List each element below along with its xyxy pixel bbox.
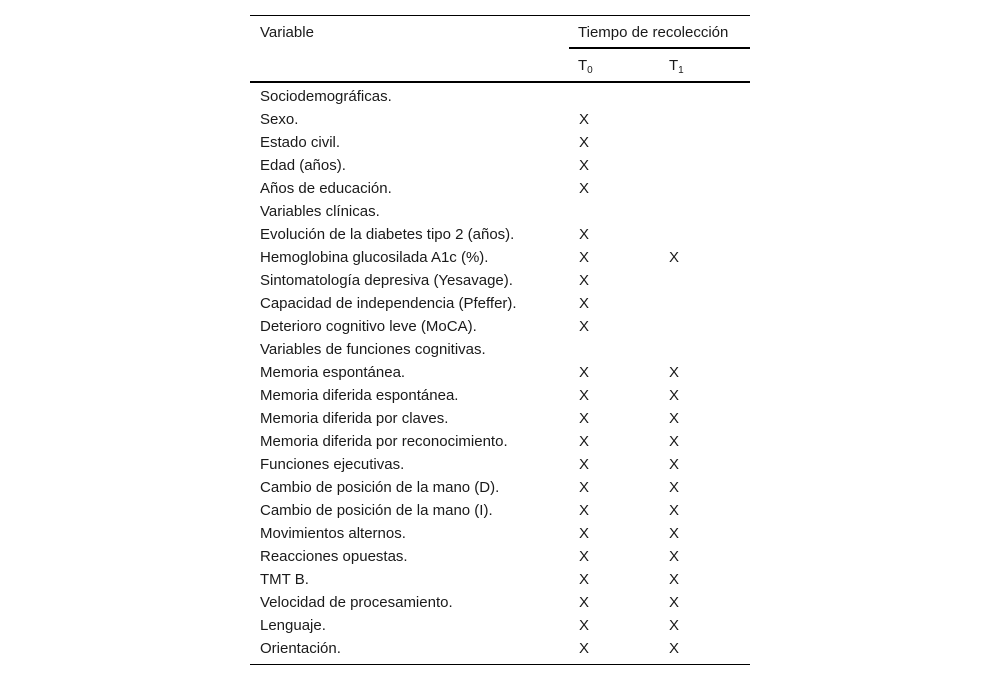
table-row — [250, 545, 750, 568]
row-t0-mark: X — [579, 387, 590, 404]
table-row — [250, 637, 750, 660]
row-t0-mark: X — [579, 640, 590, 657]
row-t1-mark: X — [669, 479, 680, 496]
row-t1-mark: X — [669, 548, 680, 565]
table-row — [250, 614, 750, 637]
row-variable-name: Estado civil. — [260, 134, 341, 151]
row-t0-mark: X — [579, 617, 590, 634]
row-t1-mark: X — [669, 617, 680, 634]
row-t0-mark: X — [579, 295, 590, 312]
table-row — [250, 315, 750, 338]
row-t0-mark: X — [579, 594, 590, 611]
row-variable-name: Lenguaje. — [260, 617, 326, 634]
table-row — [250, 200, 750, 223]
row-variable-name: Edad (años). — [260, 157, 346, 174]
table-row — [250, 384, 750, 407]
row-variable-name: Años de educación. — [260, 180, 392, 197]
row-variable-name: Funciones ejecutivas. — [260, 456, 405, 473]
row-t0-mark: X — [579, 548, 590, 565]
table-body — [250, 83, 750, 664]
table-row — [250, 131, 750, 154]
row-t1-mark: X — [669, 456, 680, 473]
table-row — [250, 108, 750, 131]
table-row — [250, 154, 750, 177]
row-t0-mark: X — [579, 180, 590, 197]
row-t0-mark: X — [579, 272, 590, 289]
row-t0-mark: X — [579, 318, 590, 335]
row-t1-mark: X — [669, 525, 680, 542]
row-variable-name: Sociodemográficas. — [260, 88, 392, 105]
row-t1-mark: X — [669, 433, 680, 450]
row-variable-name: Deterioro cognitivo leve (MoCA). — [260, 318, 477, 335]
row-t0-mark: X — [579, 571, 590, 588]
row-variable-name: Memoria diferida espontánea. — [260, 387, 459, 404]
row-t1-mark: X — [669, 571, 680, 588]
row-variable-name: TMT B. — [260, 571, 309, 588]
row-t0-mark: X — [579, 456, 590, 473]
table-row — [250, 499, 750, 522]
row-t1-mark: X — [669, 364, 680, 381]
row-t1-mark: X — [669, 640, 680, 657]
row-t0-mark: X — [579, 433, 590, 450]
row-variable-name: Cambio de posición de la mano (I). — [260, 502, 493, 519]
row-variable-name: Variables clínicas. — [260, 203, 380, 220]
table-row — [250, 246, 750, 269]
row-t1-mark: X — [669, 387, 680, 404]
table-row — [250, 522, 750, 545]
row-variable-name: Hemoglobina glucosilada A1c (%). — [260, 249, 489, 266]
row-variable-name: Sexo. — [260, 111, 299, 128]
row-variable-name: Velocidad de procesamiento. — [260, 594, 453, 611]
row-t0-mark: X — [579, 364, 590, 381]
row-variable-name: Orientación. — [260, 640, 341, 657]
header-group-divider — [569, 47, 750, 49]
row-t1-mark: X — [669, 502, 680, 519]
variable-column-header: Variable — [260, 24, 314, 41]
row-t1-mark: X — [669, 594, 680, 611]
table-row — [250, 476, 750, 499]
row-variable-name: Movimientos alternos. — [260, 525, 406, 542]
row-t0-mark: X — [579, 134, 590, 151]
table-row — [250, 430, 750, 453]
row-variable-name: Reacciones opuestas. — [260, 548, 408, 565]
row-t1-mark: X — [669, 410, 680, 427]
row-variable-name: Memoria espontánea. — [260, 364, 406, 381]
table-row — [250, 85, 750, 108]
row-t0-mark: X — [579, 479, 590, 496]
row-variable-name: Capacidad de independencia (Pfeffer). — [260, 295, 517, 312]
collection-time-header: Tiempo de recolección — [578, 24, 729, 41]
t0-column-header — [578, 57, 593, 74]
row-t0-mark: X — [579, 502, 590, 519]
row-variable-name: Variables de funciones cognitivas. — [260, 341, 486, 358]
table-row — [250, 292, 750, 315]
row-t0-mark: X — [579, 157, 590, 174]
t0-base: T — [578, 57, 588, 74]
row-variable-name: Sintomatología depresiva (Yesavage). — [260, 272, 513, 289]
t1-column-header — [669, 57, 684, 74]
table-row — [250, 568, 750, 591]
row-t0-mark: X — [579, 226, 590, 243]
table-row — [250, 269, 750, 292]
row-t0-mark: X — [579, 249, 590, 266]
row-variable-name: Cambio de posición de la mano (D). — [260, 479, 500, 496]
row-t0-mark: X — [579, 410, 590, 427]
table-row — [250, 453, 750, 476]
table-row — [250, 177, 750, 200]
t1-base: T — [669, 57, 679, 74]
row-t1-mark: X — [669, 249, 680, 266]
t0-subscript: 0 — [587, 65, 593, 76]
row-variable-name: Evolución de la diabetes tipo 2 (años). — [260, 226, 515, 243]
row-variable-name: Memoria diferida por reconocimiento. — [260, 433, 508, 450]
row-t0-mark: X — [579, 525, 590, 542]
table-row — [250, 407, 750, 430]
table-row — [250, 338, 750, 361]
table-header — [250, 16, 750, 83]
t1-subscript: 1 — [678, 65, 684, 76]
table-row — [250, 223, 750, 246]
row-t0-mark: X — [579, 111, 590, 128]
data-collection-table — [250, 15, 750, 665]
table-row — [250, 591, 750, 614]
row-variable-name: Memoria diferida por claves. — [260, 410, 449, 427]
table-row — [250, 361, 750, 384]
